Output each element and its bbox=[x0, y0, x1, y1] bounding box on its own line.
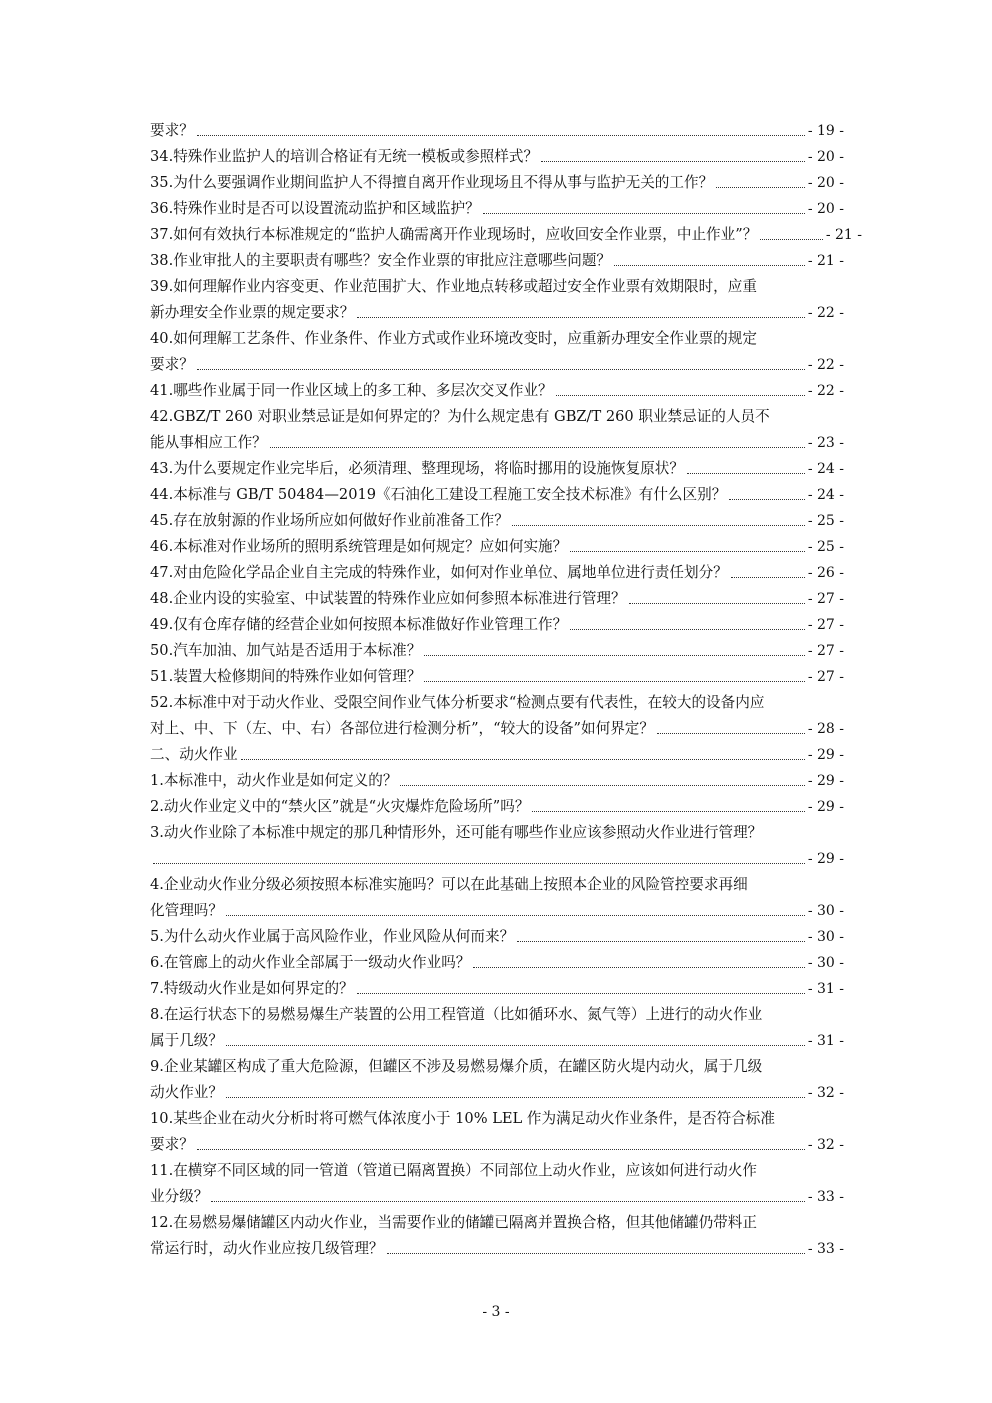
dot-leader bbox=[197, 135, 805, 136]
dot-leader bbox=[241, 759, 805, 760]
toc-entry[interactable] bbox=[150, 534, 844, 560]
dot-leader bbox=[197, 369, 805, 370]
toc-entry-page: - 32 - bbox=[807, 1137, 844, 1153]
toc-entry[interactable] bbox=[150, 404, 844, 456]
toc-entry-page: - 25 - bbox=[807, 539, 844, 555]
toc-entry-text: 37.如何有效执行本标准规定的“监护人确需离开作业现场时，应收回安全作业票，中止作业”？ bbox=[150, 226, 758, 243]
toc-entry-page: - 31 - bbox=[807, 981, 844, 997]
toc-entry[interactable] bbox=[150, 170, 844, 196]
dot-leader bbox=[760, 239, 823, 240]
toc-entry-text: 12.在易燃易爆储罐区内动火作业，当需要作业的储罐已隔离并置换合格，但其他储罐仍带料正 bbox=[150, 1214, 757, 1231]
toc-entry-page: - 27 - bbox=[807, 669, 844, 685]
table-of-contents bbox=[150, 118, 862, 1262]
dot-leader bbox=[729, 499, 805, 500]
dot-leader bbox=[424, 681, 805, 682]
toc-entry-text: 化管理吗？ bbox=[150, 902, 223, 919]
toc-entry-text: 47.对由危险化学品企业自主完成的特殊作业，如何对作业单位、属地单位进行责任划分？ bbox=[150, 564, 728, 581]
toc-entry-page: - 29 - bbox=[807, 747, 844, 763]
toc-entry-text: 11.在横穿不同区域的同一管道（管道已隔离置换）不同部位上动火作业，应该如何进行动火作 bbox=[150, 1162, 757, 1179]
toc-entry-text: 7.特级动火作业是如何界定的？ bbox=[150, 980, 354, 997]
dot-leader bbox=[270, 447, 805, 448]
toc-entry-page: - 20 - bbox=[807, 201, 844, 217]
toc-entry[interactable] bbox=[150, 1210, 844, 1262]
dot-leader bbox=[226, 1097, 805, 1098]
dot-leader bbox=[197, 1149, 805, 1150]
toc-entry-text: 4.企业动火作业分级必须按照本标准实施吗？可以在此基础上按照本企业的风险管控要求再细 bbox=[150, 876, 748, 893]
toc-entry-page: - 19 - bbox=[807, 123, 844, 139]
toc-entry[interactable] bbox=[150, 144, 844, 170]
toc-entry-page: - 26 - bbox=[807, 565, 844, 581]
toc-entry-text: 35.为什么要强调作业期间监护人不得擅自离开作业现场且不得从事与监护无关的工作？ bbox=[150, 174, 714, 191]
dot-leader bbox=[657, 733, 805, 734]
toc-entry-text: 8.在运行状态下的易燃易爆生产装置的公用工程管道（比如循环水、氮气等）上进行的动火作业 bbox=[150, 1006, 763, 1023]
toc-entry[interactable] bbox=[150, 1158, 844, 1210]
dot-leader bbox=[226, 1045, 805, 1046]
toc-entry-page: - 28 - bbox=[807, 721, 844, 737]
toc-entry-text: 44.本标准与 GB/T 50484—2019《石油化工建设工程施工安全技术标准》有什么区别？ bbox=[150, 486, 727, 503]
toc-entry-text: 常运行时，动火作业应按几级管理？ bbox=[150, 1240, 384, 1257]
toc-entry[interactable] bbox=[150, 326, 844, 378]
dot-leader bbox=[153, 863, 805, 864]
dot-leader bbox=[512, 525, 805, 526]
dot-leader bbox=[211, 1201, 804, 1202]
dot-leader bbox=[424, 655, 805, 656]
toc-entry-text: 46.本标准对作业场所的照明系统管理是如何规定？应如何实施？ bbox=[150, 538, 568, 555]
toc-entry-page: - 21 - bbox=[807, 253, 844, 269]
toc-entry-text: 34.特殊作业监护人的培训合格证有无统一模板或参照样式？ bbox=[150, 148, 539, 165]
toc-entry-page: - 20 - bbox=[807, 149, 844, 165]
toc-entry[interactable] bbox=[150, 742, 844, 768]
dot-leader bbox=[400, 785, 804, 786]
toc-entry-text: 42.GBZ/T 260 对职业禁忌证是如何界定的？为什么规定患有 GBZ/T 260 职业禁忌证的人员不 bbox=[150, 408, 770, 425]
toc-entry-text: 1.本标准中，动火作业是如何定义的？ bbox=[150, 772, 398, 789]
toc-entry-page: - 33 - bbox=[807, 1189, 844, 1205]
toc-entry[interactable] bbox=[150, 274, 844, 326]
page-number: - 3 - bbox=[482, 1304, 510, 1320]
toc-entry-page: - 30 - bbox=[807, 955, 844, 971]
dot-leader bbox=[629, 603, 805, 604]
toc-entry[interactable] bbox=[150, 378, 844, 404]
toc-entry[interactable] bbox=[150, 118, 844, 144]
toc-entry[interactable] bbox=[150, 794, 844, 820]
toc-entry[interactable] bbox=[150, 222, 862, 248]
toc-entry[interactable] bbox=[150, 820, 844, 872]
toc-entry-page: - 27 - bbox=[807, 643, 844, 659]
toc-entry[interactable] bbox=[150, 768, 844, 794]
toc-entry[interactable] bbox=[150, 950, 844, 976]
toc-entry-page: - 29 - bbox=[807, 851, 844, 867]
toc-entry-text: 36.特殊作业时是否可以设置流动监护和区域监护？ bbox=[150, 200, 480, 217]
toc-entry-text: 49.仅有仓库存储的经营企业如何按照本标准做好作业管理工作？ bbox=[150, 616, 568, 633]
toc-entry-text: 45.存在放射源的作业场所应如何做好作业前准备工作？ bbox=[150, 512, 509, 529]
toc-entry[interactable] bbox=[150, 1106, 844, 1158]
toc-entry-text: 新办理安全作业票的规定要求？ bbox=[150, 304, 355, 321]
toc-entry-text: 10.某些企业在动火分析时将可燃气体浓度小于 10% LEL 作为满足动火作业条件，是否符合标准 bbox=[150, 1110, 775, 1127]
toc-entry-page: - 33 - bbox=[807, 1241, 844, 1257]
dot-leader bbox=[532, 811, 804, 812]
toc-entry-text: 52.本标准中对于动火作业、受限空间作业气体分析要求“检测点要有代表性，在较大的设备内应 bbox=[150, 694, 765, 711]
toc-entry[interactable] bbox=[150, 586, 844, 612]
toc-entry[interactable] bbox=[150, 482, 844, 508]
toc-entry[interactable] bbox=[150, 924, 844, 950]
toc-entry-text: 50.汽车加油、加气站是否适用于本标准？ bbox=[150, 642, 422, 659]
toc-entry-page: - 24 - bbox=[807, 487, 844, 503]
dot-leader bbox=[570, 551, 805, 552]
toc-entry[interactable] bbox=[150, 248, 844, 274]
dot-leader bbox=[614, 265, 805, 266]
toc-entry-text: 5.为什么动火作业属于高风险作业，作业风险从何而来？ bbox=[150, 928, 515, 945]
dot-leader bbox=[731, 577, 805, 578]
toc-entry[interactable] bbox=[150, 508, 844, 534]
dot-leader bbox=[517, 941, 805, 942]
toc-entry-text: 要求？ bbox=[150, 356, 194, 373]
toc-entry[interactable] bbox=[150, 1002, 844, 1054]
toc-entry-text: 43.为什么要规定作业完毕后，必须清理、整理现场，将临时挪用的设施恢复原状？ bbox=[150, 460, 684, 477]
toc-entry-page: - 32 - bbox=[807, 1085, 844, 1101]
toc-entry-page: - 27 - bbox=[807, 591, 844, 607]
toc-entry[interactable] bbox=[150, 872, 844, 924]
toc-entry-text: 38.作业审批人的主要职责有哪些？安全作业票的审批应注意哪些问题？ bbox=[150, 252, 612, 269]
toc-entry-text: 要求？ bbox=[150, 122, 194, 139]
toc-entry-page: - 27 - bbox=[807, 617, 844, 633]
dot-leader bbox=[556, 395, 805, 396]
toc-entry-text: 动火作业？ bbox=[150, 1084, 223, 1101]
toc-entry-page: - 21 - bbox=[825, 227, 862, 243]
toc-entry-text: 业分级？ bbox=[150, 1188, 209, 1205]
toc-entry-text: 6.在管廊上的动火作业全部属于一级动火作业吗？ bbox=[150, 954, 471, 971]
toc-entry-page: - 29 - bbox=[807, 799, 844, 815]
dot-leader bbox=[716, 187, 805, 188]
toc-entry-page: - 24 - bbox=[807, 461, 844, 477]
toc-entry-text: 51.装置大检修期间的特殊作业如何管理？ bbox=[150, 668, 422, 685]
toc-entry-page: - 29 - bbox=[807, 773, 844, 789]
toc-entry[interactable] bbox=[150, 1054, 844, 1106]
dot-leader bbox=[387, 1253, 805, 1254]
toc-entry-text: 48.企业内设的实验室、中试装置的特殊作业应如何参照本标准进行管理？ bbox=[150, 590, 626, 607]
toc-entry-page: - 25 - bbox=[807, 513, 844, 529]
toc-entry-page: - 30 - bbox=[807, 929, 844, 945]
toc-entry-page: - 31 - bbox=[807, 1033, 844, 1049]
toc-entry-text: 9.企业某罐区构成了重大危险源，但罐区不涉及易燃易爆介质，在罐区防火堤内动火，属于几级 bbox=[150, 1058, 763, 1075]
dot-leader bbox=[357, 993, 805, 994]
toc-entry-text: 2.动火作业定义中的“禁火区”就是“火灾爆炸危险场所”吗？ bbox=[150, 798, 530, 815]
toc-entry[interactable] bbox=[150, 638, 844, 664]
toc-entry-text: 对上、中、下（左、中、右）各部位进行检测分析”，“较大的设备”如何界定？ bbox=[150, 720, 654, 737]
toc-entry-text: 41.哪些作业属于同一作业区域上的多工种、多层次交叉作业？ bbox=[150, 382, 553, 399]
dot-leader bbox=[226, 915, 805, 916]
dot-leader bbox=[687, 473, 805, 474]
toc-entry-page: - 20 - bbox=[807, 175, 844, 191]
toc-entry-page: - 30 - bbox=[807, 903, 844, 919]
dot-leader bbox=[357, 317, 804, 318]
toc-entry[interactable] bbox=[150, 196, 844, 222]
toc-entry-text: 3.动火作业除了本标准中规定的那几种情形外，还可能有哪些作业应该参照动火作业进行管理？ bbox=[150, 824, 763, 841]
toc-entry[interactable] bbox=[150, 612, 844, 638]
dot-leader bbox=[541, 161, 805, 162]
toc-entry-text: 39.如何理解作业内容变更、作业范围扩大、作业地点转移或超过安全作业票有效期限时，应重 bbox=[150, 278, 757, 295]
toc-entry[interactable] bbox=[150, 560, 844, 586]
toc-entry-text: 属于几级？ bbox=[150, 1032, 223, 1049]
toc-entry[interactable] bbox=[150, 690, 844, 742]
toc-entry-text: 二、动火作业 bbox=[150, 746, 238, 763]
dot-leader bbox=[483, 213, 805, 214]
toc-entry-page: - 22 - bbox=[807, 357, 844, 373]
toc-entry[interactable] bbox=[150, 976, 844, 1002]
toc-entry-page: - 22 - bbox=[807, 383, 844, 399]
toc-entry-text: 40.如何理解工艺条件、作业条件、作业方式或作业环境改变时，应重新办理安全作业票的规定 bbox=[150, 330, 757, 347]
toc-entry-page: - 22 - bbox=[807, 305, 844, 321]
toc-entry[interactable] bbox=[150, 664, 844, 690]
toc-entry-text: 要求？ bbox=[150, 1136, 194, 1153]
toc-entry[interactable] bbox=[150, 456, 844, 482]
toc-entry-page: - 23 - bbox=[807, 435, 844, 451]
dot-leader bbox=[570, 629, 805, 630]
dot-leader bbox=[473, 967, 804, 968]
toc-entry-text: 能从事相应工作？ bbox=[150, 434, 267, 451]
